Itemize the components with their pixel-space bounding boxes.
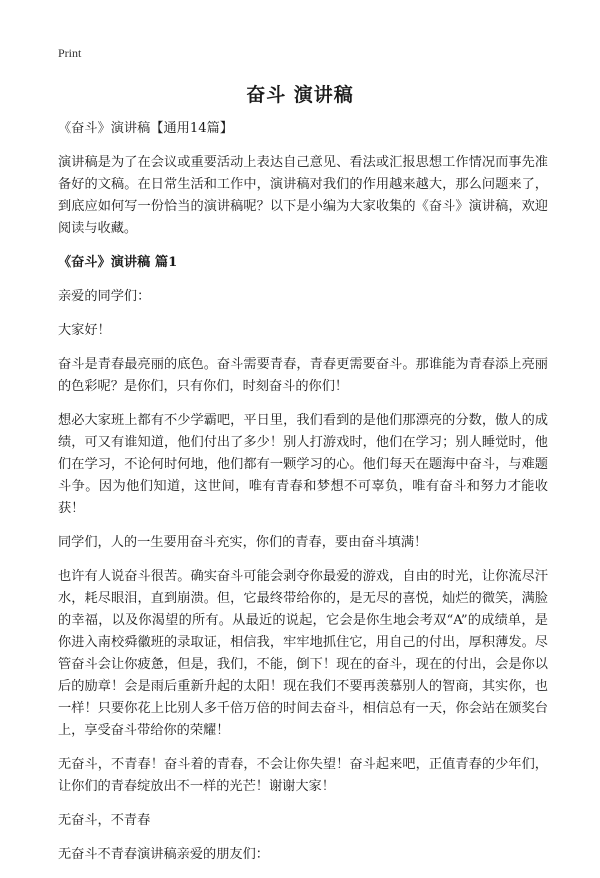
paragraph-body: 无奋斗不青春演讲稿亲爱的朋友们： [58,847,269,862]
print-label: Print [58,46,82,60]
paragraph-body: 想必大家班上都有不少学霸吧，平日里，我们看到的是他们那漂亮的分数，傲人的成绩，可又有谁知道，他们付出了多少！别人打游戏时，他们在学习；别人睡觉时，他们在学习，不论何时何地，他们都有一颗学习的心。他们每天在题海中奋斗，与难题斗争。因为他们知道，这世间，唯有青春和梦想不可辜负，唯有奋斗和努力才能收获！ [58,413,548,516]
paragraph-body: 无奋斗，不青春 [58,813,151,828]
intro-paragraph: 演讲稿是为了在会议或重要活动上表达自己意见、看法或汇报思想工作情况而事先准备好的文稿。在日常生活和工作中，演讲稿对我们的作用越来越大，那么问题来了，到底应如何写一份恰当的演讲稿呢？以下是小编为大家收集的《奋斗》演讲稿，欢迎阅读与收藏。 [58,155,548,236]
paragraph-greeting: 亲爱的同学们： [58,289,151,304]
paragraph-hello: 大家好！ [58,323,111,338]
document-subtitle: 《奋斗》演讲稿【通用14篇】 [58,121,234,136]
page-title: 奋斗 演讲稿 [246,84,354,106]
section-heading: 《奋斗》演讲稿 篇1 [58,255,178,270]
paragraph-body: 奋斗是青春最亮丽的底色。奋斗需要青春，青春更需要奋斗。那谁能为青春添上亮丽的色彩呢？是你们，只有你们，时刻奋斗的你们！ [58,357,548,394]
document-body [58,118,548,878]
paragraph-body: 也许有人说奋斗很苦。确实奋斗可能会剥夺你最爱的游戏，自由的时光，让你流尽汗水，耗尽眼泪，直到崩溃。但，它最终带给你的，是无尽的喜悦，灿烂的微笑，满脸的幸福，以及你渴望的所有。从最近的说起，它会是你生地会考双“A”的成绩单，是你进入南校舜徽班的录取证，相信我，牢牢地抓住它，用自己的付出，厚积薄发。尽管奋斗会让你疲惫，但是，我们，不能，倒下！现在的奋斗，现在的付出，会是你以后的励章！会是雨后重新升起的太阳！现在我们不要再羡慕别人的智商，其实你，也一样！只要你花上比别人多千倍万倍的时间去奋斗，相信总有一天，你会站在颁奖台上，享受奋斗带给你的荣耀！ [58,569,548,738]
paragraph-body: 同学们，人的一生要用奋斗充实，你们的青春，要由奋斗填满！ [58,535,428,550]
paragraph-body: 无奋斗，不青春！奋斗着的青春，不会让你失望！奋斗起来吧，正值青春的少年们，让你们的青春绽放出不一样的光芒！谢谢大家！ [58,757,548,794]
